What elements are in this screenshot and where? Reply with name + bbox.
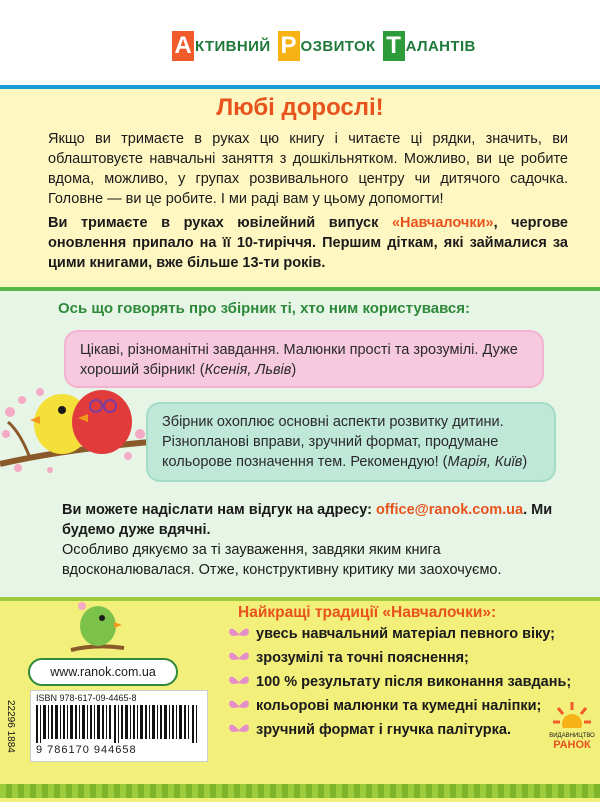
contact-thanks: . Ми будемо дуже вдячні. — [62, 502, 553, 538]
publisher-small: ВИДАВНИЦТВО — [549, 733, 595, 739]
review-1-author: Ксенія, Львів — [204, 362, 292, 378]
tradition-item-label: 100 % результату після виконання завдань; — [256, 674, 572, 690]
series-letter-t: Т — [383, 31, 405, 61]
review-1-text: Цікаві, різноманітні завдання. Малюнки прості та зрозумілі. Дуже хороший збірник! ( — [80, 342, 518, 378]
series-logo — [172, 24, 483, 68]
side-number: 22296 1884 — [5, 700, 16, 753]
email-link[interactable]: office@ranok.com.ua — [375, 502, 524, 518]
barcode-bars — [36, 705, 200, 743]
isbn-label: ISBN 978-617-09-4465-8 — [36, 693, 137, 703]
butterfly-icon — [228, 624, 250, 644]
page-title: Любі дорослі! — [216, 94, 384, 121]
butterfly-icon — [228, 696, 250, 716]
series-letter-r: Р — [278, 31, 300, 61]
butterfly-icon — [228, 672, 250, 692]
review-bubble-1 — [64, 330, 544, 388]
tradition-item — [228, 720, 511, 740]
series-letter-a: А — [172, 31, 194, 61]
tradition-item — [228, 672, 571, 692]
contact-text: Ви можете надіслати нам відгук на адресу: — [62, 502, 376, 518]
tradition-item-label: зручний формат і гнучка палітурка. — [256, 722, 512, 738]
intro-paragraph-1: Якщо ви тримаєте в руках цю книгу і читаєте ці рядки, значить, ви облаштовуєте навчальні заняття з дошкільнятком. Можливо, ви це робите вдома, можливо, у групах розвивального центру чи дитячого садочка. Головне — ви це робите. І ми раді вам у цьому допомогти! — [48, 131, 568, 207]
series-word-3: АЛАНТІВ — [405, 37, 476, 55]
tradition-item-label: зрозумілі та точні пояснення; — [256, 650, 469, 666]
green-bird-illustration — [66, 598, 126, 658]
birds-on-branch-illustration — [0, 372, 160, 482]
review-2-end: ) — [522, 454, 528, 470]
review-1-end: ) — [291, 362, 297, 378]
review-2-text: Збірник охоплює основні аспекти розвитку дитини. Різнопланові вправи, зручний формат, продумане кольорове позначення тем. Рекомендую! ( — [162, 414, 504, 470]
red-bird — [72, 390, 132, 454]
reviews-heading: Ось що говорять про збірник ті, хто ним користувався: — [58, 300, 471, 317]
series-word-2: ОЗВИТОК — [300, 37, 376, 55]
barcode-number: 9 786170 944658 — [36, 744, 137, 756]
intro-p2-end: , чергове оновлення припало на її 10-тиріччя. Першим діткам, які займалися за цими книгами, вже більше 13-ти років. — [48, 215, 568, 271]
publisher-logo — [546, 700, 598, 760]
review-bubble-2 — [146, 402, 556, 482]
butterfly-icon — [228, 720, 250, 740]
website-link[interactable]: www.ranok.com.ua — [28, 658, 178, 686]
tradition-item-label: кольорові малюнки та кумедні наліпки; — [256, 698, 542, 714]
tradition-item-label: увесь навчальний матеріал певного віку; — [256, 626, 556, 642]
tradition-item — [228, 648, 469, 668]
intro-p2-start: Ви тримаєте в руках ювілейний випуск — [48, 215, 392, 231]
butterfly-icon — [228, 648, 250, 668]
sun-icon — [552, 700, 592, 728]
brand-name: «Навчалочки» — [391, 215, 494, 231]
bottom-decorative-stripe — [0, 784, 600, 798]
review-2-author: Марія, Київ — [447, 454, 523, 470]
tradition-item — [228, 696, 541, 716]
intro-paragraph-2 — [48, 213, 568, 273]
contact-line-1 — [62, 500, 572, 540]
tradition-item — [228, 624, 555, 644]
series-word-1: КТИВНИЙ — [195, 37, 271, 55]
contact-line-2: Особливо дякуємо за ті зауваження, завдяки яким книга вдосконалювалася. Отже, конструктивну критику ми заохочуємо. — [62, 542, 502, 578]
publisher-name: РАНОК — [553, 739, 591, 751]
traditions-heading: Найкращі традиції «Навчалочки»: — [238, 604, 497, 621]
